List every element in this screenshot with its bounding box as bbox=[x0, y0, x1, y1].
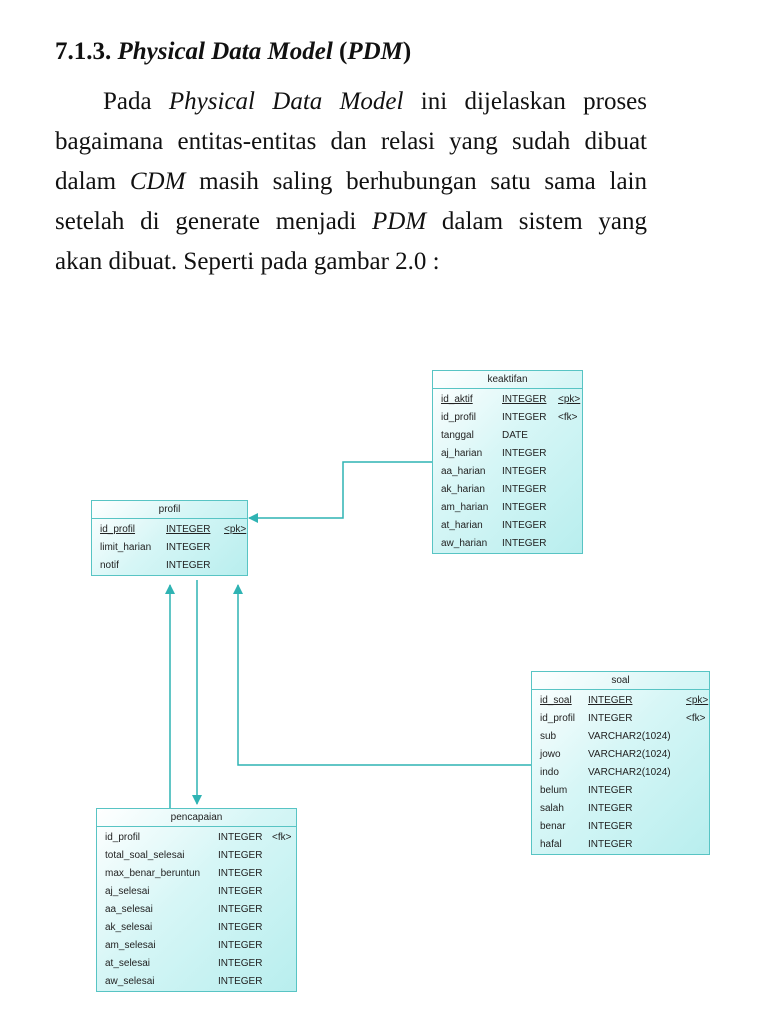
para-text: dalam sistem yang bbox=[426, 208, 647, 235]
attribute-row bbox=[536, 818, 705, 836]
attribute-type: VARCHAR2(1024) bbox=[588, 749, 671, 760]
attribute-row bbox=[437, 445, 578, 463]
attribute-row bbox=[536, 692, 709, 710]
entity-soal bbox=[531, 671, 710, 855]
attribute-row bbox=[536, 764, 705, 782]
attribute-key: <pk> bbox=[224, 524, 247, 535]
attribute-row bbox=[101, 847, 292, 865]
attribute-name: notif bbox=[100, 560, 119, 571]
attribute-name: id_profil bbox=[100, 524, 136, 535]
attribute-type: INTEGER bbox=[218, 922, 263, 933]
attribute-row bbox=[101, 955, 292, 973]
attribute-type: INTEGER bbox=[502, 484, 547, 495]
attribute-key: <fk> bbox=[558, 412, 578, 423]
attribute-name: at_harian bbox=[441, 520, 483, 531]
attribute-type: INTEGER bbox=[502, 502, 547, 513]
attribute-name: am_selesai bbox=[105, 940, 156, 951]
attribute-row bbox=[96, 557, 243, 575]
attribute-row bbox=[536, 782, 705, 800]
attribute-name: aw_harian bbox=[441, 538, 488, 549]
para-text: Pada bbox=[103, 88, 169, 115]
entity-keaktifan bbox=[432, 370, 583, 554]
para-line-2: bagaimana entitas-entitas dan relasi yang sudah dibuat bbox=[55, 128, 647, 155]
entity-title: pencapaian bbox=[97, 809, 296, 827]
attribute-row bbox=[437, 535, 578, 553]
attribute-name: id_profil bbox=[105, 832, 141, 843]
attribute-type: INTEGER bbox=[502, 538, 547, 549]
attribute-type: INTEGER bbox=[502, 466, 547, 477]
entity-pencapaian bbox=[96, 808, 297, 992]
entity-title: keaktifan bbox=[433, 371, 582, 389]
attribute-row bbox=[101, 865, 292, 883]
attribute-name: id_profil bbox=[441, 412, 477, 423]
attribute-type: INTEGER bbox=[588, 803, 633, 814]
attribute-type: INTEGER bbox=[588, 839, 633, 850]
attribute-type: INTEGER bbox=[218, 940, 263, 951]
attribute-row bbox=[101, 937, 292, 955]
attribute-row bbox=[437, 517, 578, 535]
attribute-name: ak_harian bbox=[441, 484, 485, 495]
attribute-row bbox=[437, 409, 578, 427]
entity-attributes bbox=[433, 389, 582, 553]
attribute-name: aa_harian bbox=[441, 466, 486, 477]
para-italic: PDM bbox=[372, 208, 427, 235]
attribute-row bbox=[437, 499, 578, 517]
entity-title: profil bbox=[92, 501, 247, 519]
attribute-row bbox=[96, 521, 247, 539]
attribute-row bbox=[101, 919, 292, 937]
attribute-type: INTEGER bbox=[218, 904, 263, 915]
para-italic: Physical Data Model bbox=[168, 88, 404, 115]
attribute-key: <fk> bbox=[686, 713, 706, 724]
attribute-row bbox=[536, 728, 705, 746]
attribute-type: VARCHAR2(1024) bbox=[588, 767, 671, 778]
attribute-name: at_selesai bbox=[105, 958, 151, 969]
attribute-type: INTEGER bbox=[588, 821, 633, 832]
attribute-name: max_benar_beruntun bbox=[105, 868, 201, 879]
attribute-name: indo bbox=[540, 767, 559, 778]
section-number: 7.1.3. bbox=[55, 38, 112, 65]
attribute-row bbox=[536, 800, 705, 818]
para-line-5: akan dibuat. Seperti pada gambar 2.0 : bbox=[55, 248, 440, 275]
attribute-key: <fk> bbox=[272, 832, 292, 843]
attribute-type: INTEGER bbox=[588, 785, 633, 796]
attribute-name: aj_harian bbox=[441, 448, 483, 459]
attribute-type: INTEGER bbox=[166, 542, 211, 553]
para-text: setelah di generate menjadi bbox=[55, 208, 373, 235]
attribute-type: INTEGER bbox=[218, 958, 263, 969]
attribute-name: total_soal_selesai bbox=[105, 850, 185, 861]
attribute-row bbox=[536, 710, 705, 728]
attribute-row bbox=[536, 836, 705, 854]
entity-attributes bbox=[532, 690, 709, 854]
attribute-row bbox=[101, 883, 292, 901]
keaktifan-profil-relation bbox=[249, 462, 432, 518]
attribute-name: sub bbox=[540, 731, 557, 742]
attribute-type: INTEGER bbox=[502, 394, 547, 405]
attribute-row bbox=[536, 746, 705, 764]
attribute-name: benar bbox=[540, 821, 566, 832]
attribute-type: INTEGER bbox=[502, 520, 547, 531]
attribute-row bbox=[437, 481, 578, 499]
section-title: Physical Data Model bbox=[117, 38, 333, 65]
attribute-name: limit_harian bbox=[100, 542, 152, 553]
para-text: masih saling berhubungan satu sama lain bbox=[185, 168, 647, 195]
attribute-type: INTEGER bbox=[588, 695, 633, 706]
entity-attributes bbox=[97, 827, 296, 991]
attribute-row bbox=[101, 973, 292, 991]
attribute-type: INTEGER bbox=[588, 713, 633, 724]
attribute-row bbox=[96, 539, 243, 557]
attribute-name: hafal bbox=[540, 839, 562, 850]
title-paren-close: ) bbox=[402, 38, 412, 65]
attribute-name: tanggal bbox=[441, 430, 474, 441]
attribute-row bbox=[437, 463, 578, 481]
attribute-name: ak_selesai bbox=[105, 922, 153, 933]
attribute-row bbox=[437, 427, 578, 445]
attribute-name: id_aktif bbox=[441, 394, 473, 405]
attribute-key: <pk> bbox=[686, 695, 709, 706]
attribute-key: <pk> bbox=[558, 394, 581, 405]
soal-profil-relation bbox=[238, 585, 531, 765]
attribute-type: INTEGER bbox=[166, 560, 211, 571]
attribute-type: VARCHAR2(1024) bbox=[588, 731, 671, 742]
attribute-type: INTEGER bbox=[502, 448, 547, 459]
attribute-type: INTEGER bbox=[218, 850, 263, 861]
para-italic: CDM bbox=[129, 168, 186, 195]
attribute-type: INTEGER bbox=[218, 976, 263, 987]
entity-profil bbox=[91, 500, 248, 576]
attribute-name: am_harian bbox=[441, 502, 489, 513]
attribute-type: INTEGER bbox=[502, 412, 547, 423]
attribute-row bbox=[101, 829, 292, 847]
para-text: ini dijelaskan proses bbox=[403, 88, 647, 115]
attribute-row bbox=[437, 391, 581, 409]
title-paren-open: ( bbox=[339, 38, 348, 65]
attribute-name: belum bbox=[540, 785, 568, 796]
attribute-type: INTEGER bbox=[218, 886, 263, 897]
attribute-name: salah bbox=[540, 803, 564, 814]
attribute-name: aj_selesai bbox=[105, 886, 150, 897]
para-text: dalam bbox=[55, 168, 130, 195]
attribute-name: jowo bbox=[540, 749, 561, 760]
attribute-type: INTEGER bbox=[218, 832, 263, 843]
attribute-name: id_soal bbox=[540, 695, 572, 706]
attribute-type: INTEGER bbox=[218, 868, 263, 879]
attribute-name: id_profil bbox=[540, 713, 576, 724]
attribute-row bbox=[101, 901, 292, 919]
attribute-type: DATE bbox=[502, 430, 528, 441]
attribute-name: aw_selesai bbox=[105, 976, 155, 987]
entity-attributes bbox=[92, 519, 247, 575]
attribute-name: aa_selesai bbox=[105, 904, 153, 915]
entity-title: soal bbox=[532, 672, 709, 690]
attribute-type: INTEGER bbox=[166, 524, 211, 535]
section-abbr: PDM bbox=[347, 38, 403, 65]
